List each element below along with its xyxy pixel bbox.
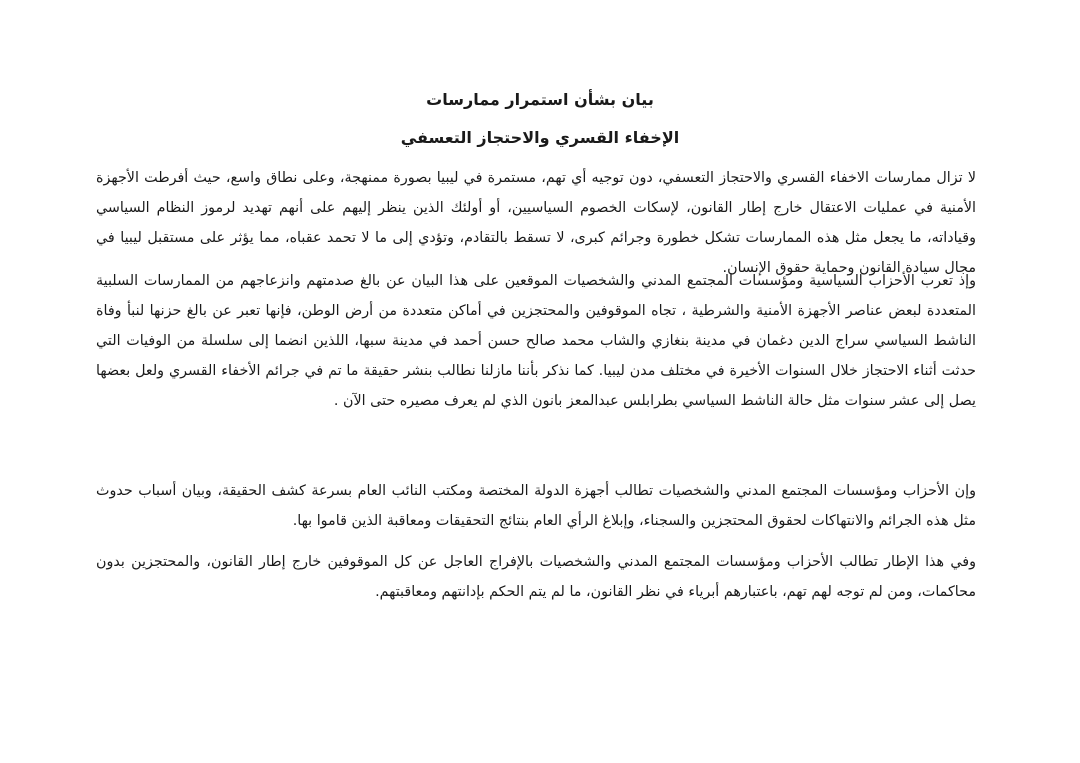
paragraph-1: لا تزال ممارسات الاخفاء القسري والاحتجاز التعسفي، دون توجيه أي تهم، مستمرة في ليبيا بصورة ممنهجة، وعلى نطاق واسع، حيث أفرطت الأجهزة الأمنية في عمليات الاعتقال خارج إطار القانون، لإسكات الخصوم السياسيين، أو أولئك الذين ينظر إليهم على أنهم تهديد لرموز النظام السياسي وقياداته، ما يجعل مثل هذه الممارسات تشكل خطورة وجرائم كبرى، لا تسقط بالتقادم، وتؤدي إلى ما لا تحمد عقباه، مما يؤثر على مستقبل ليبيا في مجال سيادة القانون وحماية حقوق الإنسان. xyxy=(96,170,976,276)
paragraph-3: وإن الأحزاب ومؤسسات المجتمع المدني والشخصيات تطالب أجهزة الدولة المختصة ومكتب النائب العام بسرعة كشف الحقيقة، وبيان أسباب حدوث مثل هذه الجرائم والانتهاكات لحقوق المحتجزين والسجناء، وإبلاغ الرأي العام بنتائج التحقيقات ومعاقبة الذين قاموا بها. xyxy=(96,483,976,529)
document-title-line-2: الإخفاء القسري والاحتجاز التعسفي xyxy=(400,128,680,147)
paragraph-4: وفي هذا الإطار تطالب الأحزاب ومؤسسات المجتمع المدني والشخصيات بالإفراج العاجل عن كل الموقوفين خارج إطار القانون، والمحتجزين بدون محاكمات، ومن لم توجه لهم تهم، باعتبارهم أبرياء في نظر القانون، ما لم يتم الحكم بإدانتهم ومعاقبتهم. xyxy=(96,554,976,600)
paragraph-2: وإذ تعرب الأحزاب السياسية ومؤسسات المجتمع المدني والشخصيات الموقعين على هذا البيان عن بالغ صدمتهم وانزعاجهم من الممارسات السلبية المتعددة لبعض عناصر الأجهزة الأمنية والشرطية ، تجاه الموقوفين والمحتجزين في أماكن متعددة من أرض الوطن، فإنها تعبر عن بالغ حزنها لنبأ وفاة الناشط السياسي سراج الدين دغمان في مدينة بنغازي والشاب محمد صالح حسن أحمد في مدينة سبها، اللذين انضما إلى سلسلة من الوفيات التي حدثت أثناء الاحتجاز خلال السنوات الأخيرة في مختلف مدن ليبيا. كما نذكر بأننا مازلنا نطالب بنشر حقيقة ما تم في جرائم الأخفاء القسري ولعل بعضها يصل إلى عشر سنوات مثل حالة الناشط السياسي بطرابلس عبدالمعز بانون الذي لم يعرف مصيره حتى الآن . xyxy=(96,273,976,409)
document-title-line-1: بيان بشأن استمرار ممارسات xyxy=(426,90,654,109)
